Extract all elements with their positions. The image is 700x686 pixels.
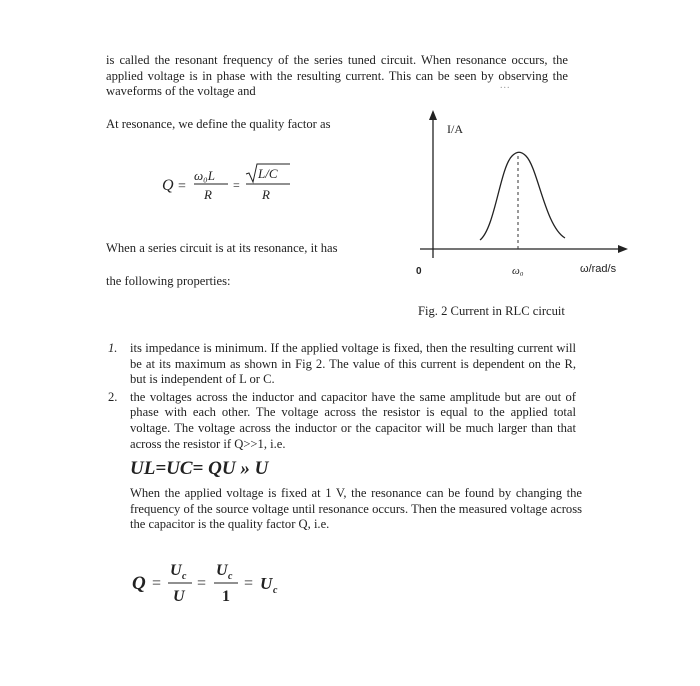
equation-1-svg <box>160 160 300 210</box>
svg-text:=: = <box>152 575 162 592</box>
resonance-graph-svg <box>400 108 640 288</box>
quality-factor-equation <box>160 160 300 210</box>
eq1-equals: = <box>178 179 186 194</box>
eq1-lhs: Q <box>162 177 174 194</box>
list-item-text: the voltages across the inductor and capacitor have the same amplitude but are out of phase with each other. The voltage across the resistor is equal to the applied total voltage. The voltage across the inductor or the capacitor will be much larger than that across the resistor if Q>>1, i.e. <box>130 389 576 451</box>
resonance-graph <box>400 108 640 288</box>
eq1-num2: L/C <box>258 166 278 181</box>
eq3-n2-sub: c <box>228 571 233 582</box>
series-props-line2: the following properties: <box>106 274 231 288</box>
x-axis-label: ω/rad/s <box>580 263 617 275</box>
eq1-den1: R <box>204 187 212 202</box>
eq3-rhs-sub: c <box>273 585 278 596</box>
y-axis-label: I/A <box>447 122 463 136</box>
origin-label: 0 <box>416 266 422 277</box>
peak-label: ω₀ <box>512 265 524 277</box>
list-item <box>106 341 576 388</box>
list-item-number: 2. <box>108 389 118 404</box>
eq3-d1: U <box>173 588 185 605</box>
eq3-n1: U <box>170 562 182 579</box>
y-axis-arrow-icon <box>429 110 437 120</box>
list-item <box>106 390 576 452</box>
intro-text: is called the resonant frequency of the series tuned circuit. When resonance occurs, the applied voltage is in phase with the resulting current. This can be seen by observing the waveforms of the voltage and <box>106 53 568 99</box>
intro-paragraph <box>106 53 568 100</box>
svg-text:=: = <box>244 575 254 592</box>
eq3-n2: U <box>216 562 228 579</box>
eq3-lhs: Q <box>132 573 146 594</box>
eq1-den2: R <box>262 187 270 202</box>
properties-list <box>106 341 576 452</box>
voltage-equation: UL=UC= QU » U <box>130 458 269 479</box>
resonance-curve <box>480 152 565 240</box>
eq3-d2: 1 <box>222 588 230 605</box>
eq1-num1: ω₀L <box>194 168 215 183</box>
list-item-number: 1. <box>108 341 118 355</box>
eq3-rhs: U <box>260 574 273 593</box>
figure-caption: Fig. 2 Current in RLC circuit <box>418 304 565 318</box>
equation-3-svg <box>130 555 330 615</box>
x-axis-arrow-icon <box>618 245 628 253</box>
svg-text:=: = <box>233 178 240 192</box>
list-item-text: its impedance is minimum. If the applied voltage is fixed, then the resulting current will be at its maximum as shown in Fig 2. The value of this current is dependent on the R, but is independent of L or C. <box>130 341 576 387</box>
series-props-line1: When a series circuit is at its resonance, it has <box>106 241 338 255</box>
quality-intro: At resonance, we define the quality factor as <box>106 117 331 131</box>
capacitor-quality-equation <box>130 555 330 615</box>
eq3-n1-sub: c <box>182 571 187 582</box>
ellipsis-marker: ... <box>500 80 511 91</box>
svg-text:=: = <box>197 575 207 592</box>
fixed-voltage-paragraph: When the applied voltage is fixed at 1 V, the resonance can be found by changing the frequency of the source voltage until resonance occurs. Then the measured voltage across the capacitor is the quality factor Q, i.e. <box>130 486 582 532</box>
